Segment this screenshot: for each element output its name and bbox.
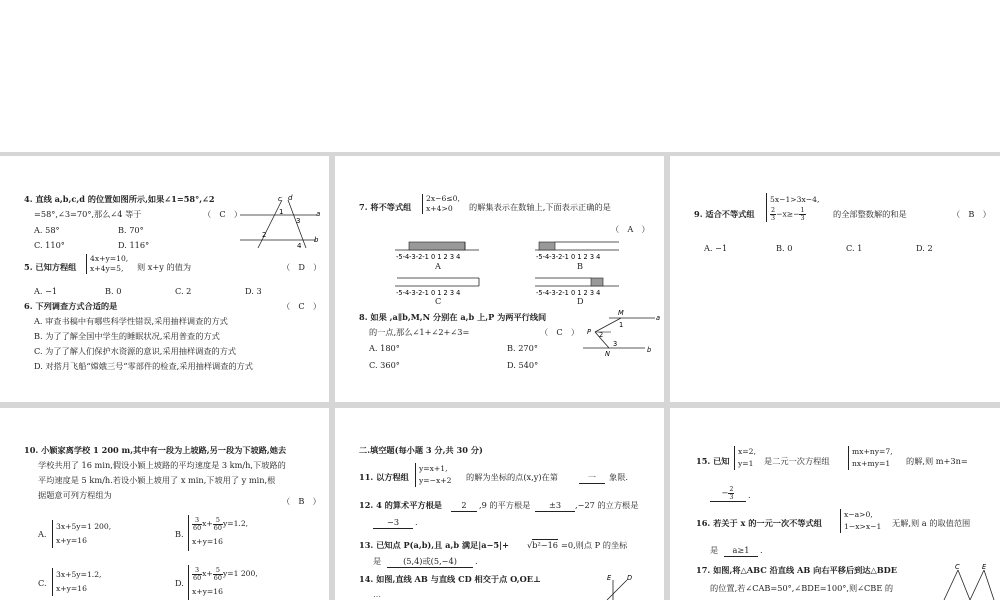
q9-prefix: 9. 适合不等式组: [694, 209, 755, 219]
q12-part3: ,−27 的立方根是: [575, 500, 639, 510]
q7-system: [422, 194, 460, 214]
q4-figure-lines: [236, 192, 324, 254]
q16-suffix: 无解,则 a 的取值范围: [892, 518, 971, 528]
q15-suffix: 的解,则 m+3n=: [906, 456, 968, 466]
q6-stem: 6. 下列调查方式合适的是: [24, 301, 118, 311]
q5-option-b: B. 0: [105, 286, 122, 296]
q8-option-b: B. 270°: [507, 343, 538, 353]
q10-option-a-system: [52, 520, 111, 548]
q7-axis-b: [533, 238, 621, 260]
q15-end: .: [748, 490, 751, 500]
q8-stem-line2: 的一点,那么∠1+∠2+∠3=: [369, 327, 470, 337]
q13-answer: (5,4)或(5,−4): [387, 556, 473, 568]
q4-label-a: a: [316, 210, 321, 218]
q15-prefix: 15. 已知: [696, 456, 730, 466]
q11-answer: 一: [579, 472, 605, 484]
q13-part2: =0,则点 P 的坐标: [561, 540, 628, 550]
q4-option-a: A. 58°: [34, 225, 60, 235]
q16-answer: a≥1: [724, 545, 758, 557]
q7-option-a: A: [435, 261, 441, 271]
q10-option-d-system: $\frac{3}{60}$ x+ $\frac{5}{60}$ y=1 200, x+y=16: [188, 565, 258, 600]
q8-label-a: a: [656, 314, 661, 322]
q8-option-d: D. 540°: [507, 360, 539, 370]
q16-line2: 是: [710, 545, 719, 555]
q14-label-d: D: [627, 574, 633, 582]
q9-frac2-den: 3: [800, 214, 805, 222]
q4-option-b: B. 70°: [118, 225, 144, 235]
q15-system2: [848, 446, 893, 470]
q8-option-a: A. 180°: [369, 343, 400, 353]
q7-axis-a-labels: -5-4-3-2-1 0 1 2 3 4: [396, 253, 461, 260]
q7-axis-c: [393, 274, 481, 296]
q17-figure-triangles: [940, 560, 1000, 600]
q6-answer: （ C ）: [282, 301, 322, 311]
q9-option-c: C. 1: [846, 243, 863, 253]
q5-eq2: x+4y=5,: [90, 264, 124, 273]
q15-eq2: y=1: [738, 459, 754, 468]
q16-end: .: [760, 545, 763, 555]
q10-b-eq2: x+y=16: [192, 537, 223, 546]
q8-option-c: C. 360°: [369, 360, 400, 370]
q15-answer: − $\frac{2}{3}$: [710, 486, 746, 502]
q4-label-c: c: [278, 195, 282, 203]
q13-part3: 是: [373, 556, 382, 566]
q5-prefix: 5. 已知方程组: [24, 262, 77, 272]
panel-question-10: [0, 408, 329, 600]
q6-option-d: D. 对搭月飞船“嫦娥三号”零部件的检查,采用抽样调查的方式: [34, 361, 253, 371]
q17-line2: 的位置,若∠CAB=50°,∠BDE=100°,则∠CBE 的: [710, 583, 894, 593]
q9-frac1-den: 3: [771, 214, 776, 222]
q6-option-a: A. 审查书稿中有哪些科学性错误,采用抽样调查的方式: [34, 316, 228, 326]
q6-option-b: B. 为了了解全国中学生的睡眠状况,采用普查的方式: [34, 331, 220, 341]
q8-stem-line1: 8. 如果 ,a∥b,M,N 分别在 a,b 上,P 为两平行线间: [359, 312, 547, 322]
fill-section-title: 二.填空题(每小题 3 分,共 30 分): [359, 445, 483, 455]
q15-eq1: x=2,: [738, 447, 756, 456]
q10-option-d-label: D.: [175, 578, 184, 588]
q4-option-c: C. 110°: [34, 240, 65, 250]
q5-system: [86, 254, 128, 274]
q16-eq2: 1−x>x−1: [844, 522, 882, 531]
q10-a-eq2: x+y=16: [56, 536, 87, 545]
q10-option-b-system: $\frac{3}{60}$ x+ $\frac{5}{60}$ y=1.2, x+y=16: [188, 515, 248, 551]
q10-c-eq1: 3x+5y=1.2,: [56, 570, 102, 579]
q15-eq3: mx+ny=7,: [852, 447, 893, 456]
q7-prefix: 7. 将不等式组: [359, 202, 412, 212]
q10-option-c-system: [52, 568, 101, 596]
q4-stem-line1: 4. 直线 a,b,c,d 的位置如图所示,如果∠1=58°,∠2: [24, 194, 215, 204]
q10-option-a-label: A.: [38, 529, 47, 539]
q7-eq2: x+4>0: [426, 204, 453, 213]
top-blank-area: [0, 0, 1000, 152]
q4-angle-4: 4: [297, 242, 302, 250]
q10-d-eq2: x+y=16: [192, 587, 223, 596]
q12-answer2: ±3: [535, 500, 575, 512]
q5-option-a: A. −1: [34, 286, 58, 296]
q10-answer: （ B ）: [282, 496, 321, 506]
q7-option-c: C: [435, 296, 442, 306]
q11-prefix: 11. 以方程组: [359, 472, 409, 482]
q12-answer1: 2: [451, 500, 477, 512]
q4-label-d: d: [288, 194, 293, 202]
q9-eq2-text: −x≥−: [776, 209, 800, 219]
q7-option-d: D: [577, 296, 584, 306]
q14-stem: 14. 如图,直线 AB 与直线 CD 相交于点 O,OE⊥: [359, 574, 541, 584]
q10-line2: 学校共用了 16 min,假设小颖上坡路的平均速度是 3 km/h,下坡路的: [38, 460, 286, 470]
q7-answer: （ A ）: [611, 224, 650, 234]
q5-answer: （ D ）: [282, 262, 322, 272]
q10-a-eq1: 3x+5y=1 200,: [56, 522, 112, 531]
q13-end: .: [475, 556, 478, 566]
q5-option-d: D. 3: [245, 286, 262, 296]
q5-option-c: C. 2: [175, 286, 192, 296]
q12-end: .: [415, 517, 418, 527]
q10-line3: 平均速度是 5 km/h.若设小颖上坡用了 x min,下坡用了 y min,根: [38, 475, 276, 485]
q8-label-b: b: [647, 346, 652, 354]
q10-option-c-label: C.: [38, 578, 47, 588]
q17-label-c: C: [955, 563, 960, 571]
q5-suffix: 则 x+y 的值为: [137, 262, 192, 272]
panel-questions-4-6: [0, 156, 329, 402]
q4-label-b: b: [314, 236, 319, 244]
q11-end: 象限.: [609, 472, 628, 482]
q16-system: [840, 509, 881, 533]
q8-figure-parallel-lines: [581, 306, 661, 358]
q14-label-e: E: [607, 574, 612, 582]
q9-frac2-num: 1: [800, 206, 805, 214]
q11-system: [415, 463, 452, 487]
q11-eq1: y=x+1,: [419, 464, 448, 473]
q4-option-d: D. 116°: [118, 240, 150, 250]
q13-part1: 13. 已知点 P(a,b),且 a,b 满足|a−5|+: [359, 540, 509, 550]
q9-suffix: 的全部整数解的和是: [833, 209, 907, 219]
q4-answer: （ C ）: [203, 209, 243, 219]
q7-axis-a: [393, 238, 481, 260]
q4-stem-line2: =58°,∠3=70°,那么∠4 等于: [34, 209, 142, 219]
q10-line1: 10. 小颖家离学校 1 200 m,其中有一段为上坡路,另一段为下坡路,她去: [24, 445, 287, 455]
q8-angle-3: 3: [613, 340, 618, 348]
q16-prefix: 16. 若关于 x 的一元一次不等式组: [696, 518, 822, 528]
panel-questions-7-8: [335, 156, 664, 402]
q7-axis-d: [533, 274, 621, 296]
q11-suffix: 的解为坐标的点(x,y)在第: [466, 472, 558, 482]
q9-eq1: 5x−1>3x−4,: [770, 195, 820, 204]
q9-frac1-num: 2: [771, 206, 776, 214]
q10-c-eq2: x+y=16: [56, 584, 87, 593]
q6-option-c: C. 为了了解人们保护水资源的意识,采用抽样调查的方式: [34, 346, 237, 356]
q12-answer3: −3: [373, 517, 413, 529]
q7-axis-d-labels: -5-4-3-2-1 0 1 2 3 4: [536, 289, 601, 296]
q11-eq2: y=−x+2: [419, 476, 452, 485]
q9-system: [766, 193, 819, 222]
q8-label-n: N: [605, 350, 610, 358]
panel-fill-in-11-14: [335, 408, 664, 600]
panel-fill-in-15-17: [670, 408, 1000, 600]
q17-label-e: E: [982, 563, 987, 571]
q10-b-eq1: y=1.2,: [222, 519, 249, 528]
q8-label-p: P: [587, 328, 591, 336]
q4-angle-2: 2: [262, 231, 267, 239]
q14-stem-line2-partial: ⋯: [373, 591, 382, 600]
q7-axis-c-labels: -5-4-3-2-1 0 1 2 3 4: [396, 289, 461, 296]
q7-eq1: 2x−6≤0,: [426, 194, 460, 203]
q14-figure-lines: [599, 572, 639, 600]
q5-eq1: 4x+y=10,: [90, 254, 129, 263]
q12-part1: 12. 4 的算术平方根是: [359, 500, 442, 510]
q17-line1: 17. 如图,将△ABC 沿直线 AB 向右平移后到达△BDE: [696, 565, 898, 575]
q15-system1: [734, 446, 756, 470]
q4-angle-1: 1: [279, 208, 284, 216]
q7-axis-b-labels: -5-4-3-2-1 0 1 2 3 4: [536, 253, 601, 260]
q8-angle-1: 1: [619, 321, 624, 329]
q13-sqrt: √b²−16: [527, 540, 559, 550]
q10-d-eq1: y=1 200,: [222, 569, 258, 578]
q8-label-m: M: [618, 309, 624, 317]
q10-line4: 据题意可列方程组为: [38, 490, 112, 500]
q16-eq1: x−a>0,: [844, 510, 873, 519]
q8-angle-2: 2: [599, 331, 604, 339]
q15-middle: 是二元一次方程组: [764, 456, 830, 466]
q9-answer: （ B ）: [952, 209, 991, 219]
q10-option-b-label: B.: [175, 529, 184, 539]
q15-eq4: nx+my=1: [852, 459, 891, 468]
q7-option-b: B: [577, 261, 584, 271]
q9-option-d: D. 2: [916, 243, 933, 253]
panel-question-9: [670, 156, 1000, 402]
q4-angle-3: 3: [296, 217, 301, 225]
q7-suffix: 的解集表示在数轴上,下面表示正确的是: [469, 202, 611, 212]
q8-answer: （ C ）: [540, 327, 580, 337]
q12-part2: ,9 的平方根是: [479, 500, 531, 510]
q9-option-a: A. −1: [704, 243, 728, 253]
q9-option-b: B. 0: [776, 243, 793, 253]
